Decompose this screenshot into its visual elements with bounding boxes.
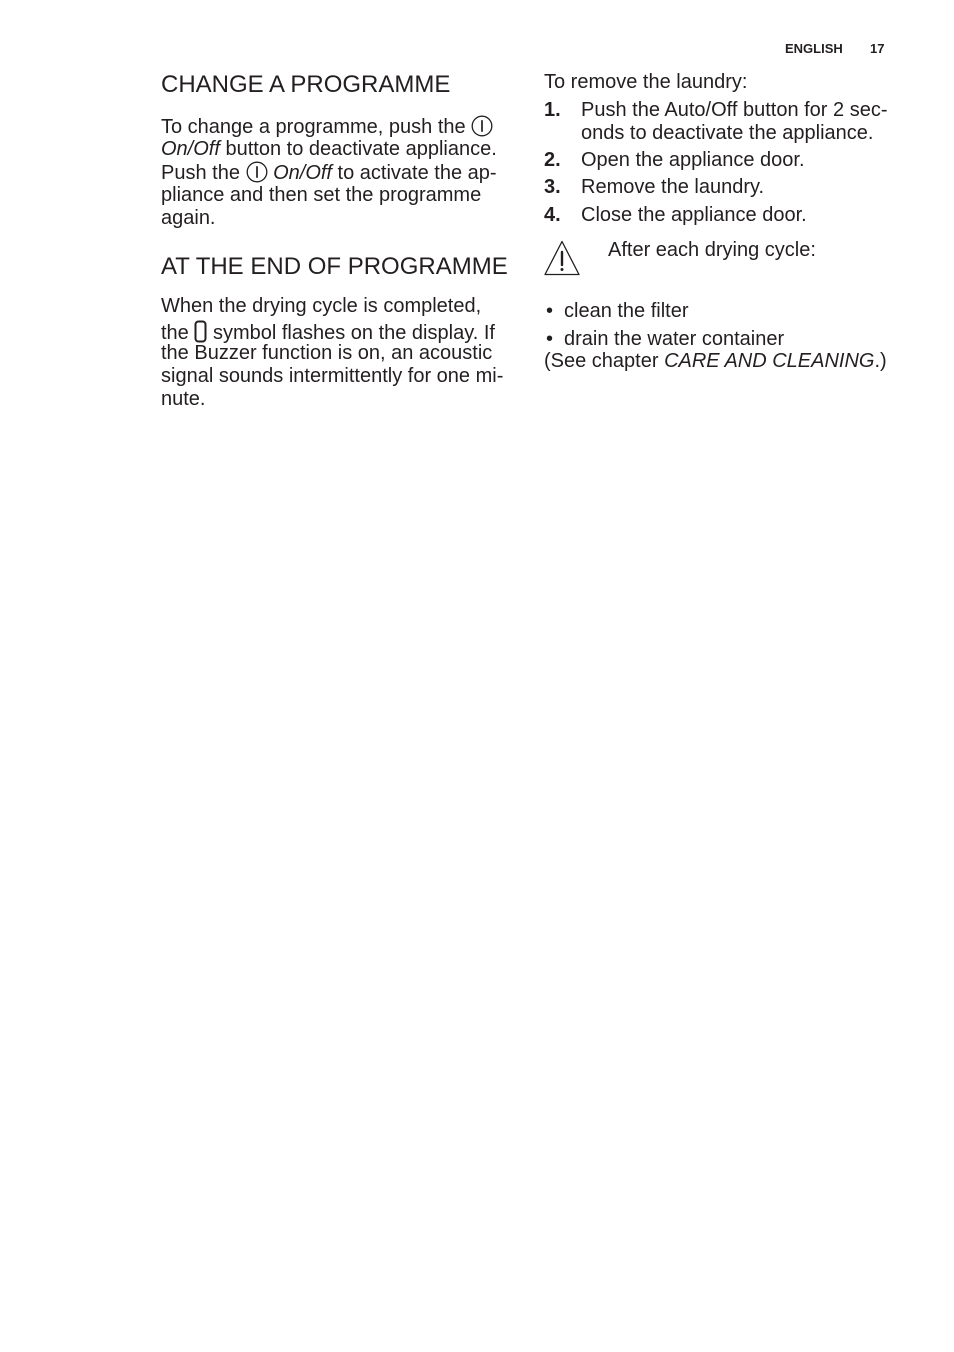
text-line: nute. — [161, 388, 206, 410]
end-of-programme-heading: AT THE END OF PROGRAMME — [161, 253, 508, 280]
remove-laundry-intro: To remove the laundry: — [544, 71, 748, 93]
on-off-label: On/Off — [161, 138, 220, 160]
step-text — [581, 99, 890, 145]
step-text-line: Open the appliance door. — [581, 149, 805, 171]
see-chapter-note — [544, 350, 887, 373]
list-item — [544, 328, 890, 351]
text-segment: Push the — [161, 162, 240, 184]
cycle-end-symbol-icon — [194, 320, 207, 343]
see-chapter-prefix: (See chapter — [544, 350, 659, 372]
end-of-programme-paragraph — [161, 295, 503, 411]
step-number: 4. — [544, 204, 561, 226]
change-programme-paragraph — [161, 115, 497, 230]
step-text — [581, 204, 890, 227]
text-segment: To change a programme, push the — [161, 116, 466, 138]
warning-text: After each drying cycle: — [608, 239, 816, 261]
step-text — [581, 176, 890, 199]
step-item — [544, 149, 890, 172]
text-line — [161, 320, 503, 343]
step-text — [581, 149, 890, 172]
step-number: 1. — [544, 99, 561, 121]
text-line: the Buzzer function is on, an acoustic — [161, 342, 493, 364]
step-text-line: Close the appliance door. — [581, 204, 807, 226]
step-text-line: Remove the laundry. — [581, 176, 765, 198]
text-line — [161, 138, 497, 161]
bullet-text: clean the filter — [564, 300, 689, 322]
see-chapter-suffix: .) — [874, 350, 887, 372]
text-line: signal sounds intermittently for one mi- — [161, 365, 504, 387]
power-icon — [471, 115, 493, 137]
bullet-marker: • — [546, 328, 554, 350]
text-segment: the — [161, 322, 189, 344]
step-number: 3. — [544, 176, 561, 198]
page-number: 17 — [870, 41, 885, 56]
change-programme-heading: CHANGE A PROGRAMME — [161, 71, 451, 98]
step-text-line: onds to deactivate the appliance. — [581, 122, 874, 144]
warning-icon — [543, 239, 581, 277]
step-item — [544, 99, 890, 145]
step-item — [544, 204, 890, 227]
text-segment: button to deactivate appliance. — [225, 138, 497, 160]
chapter-reference: CARE AND CLEANING — [664, 350, 875, 372]
power-icon — [246, 161, 268, 183]
step-number: 2. — [544, 149, 561, 171]
step-text-line: Push the Auto/Off button for 2 sec- — [581, 99, 888, 121]
text-line — [161, 115, 497, 138]
on-off-label: On/Off — [273, 162, 332, 184]
text-segment: symbol flashes on the display. If — [212, 322, 495, 344]
language-label: ENGLISH — [785, 41, 843, 56]
text-line: again. — [161, 207, 216, 229]
text-line — [161, 161, 497, 184]
text-segment: to activate the ap- — [337, 162, 497, 184]
list-item — [544, 300, 890, 323]
bullet-marker: • — [546, 300, 554, 322]
step-item — [544, 176, 890, 199]
text-line: When the drying cycle is completed, — [161, 295, 482, 317]
text-line: pliance and then set the programme — [161, 184, 482, 206]
bullet-text: drain the water container — [564, 328, 785, 350]
